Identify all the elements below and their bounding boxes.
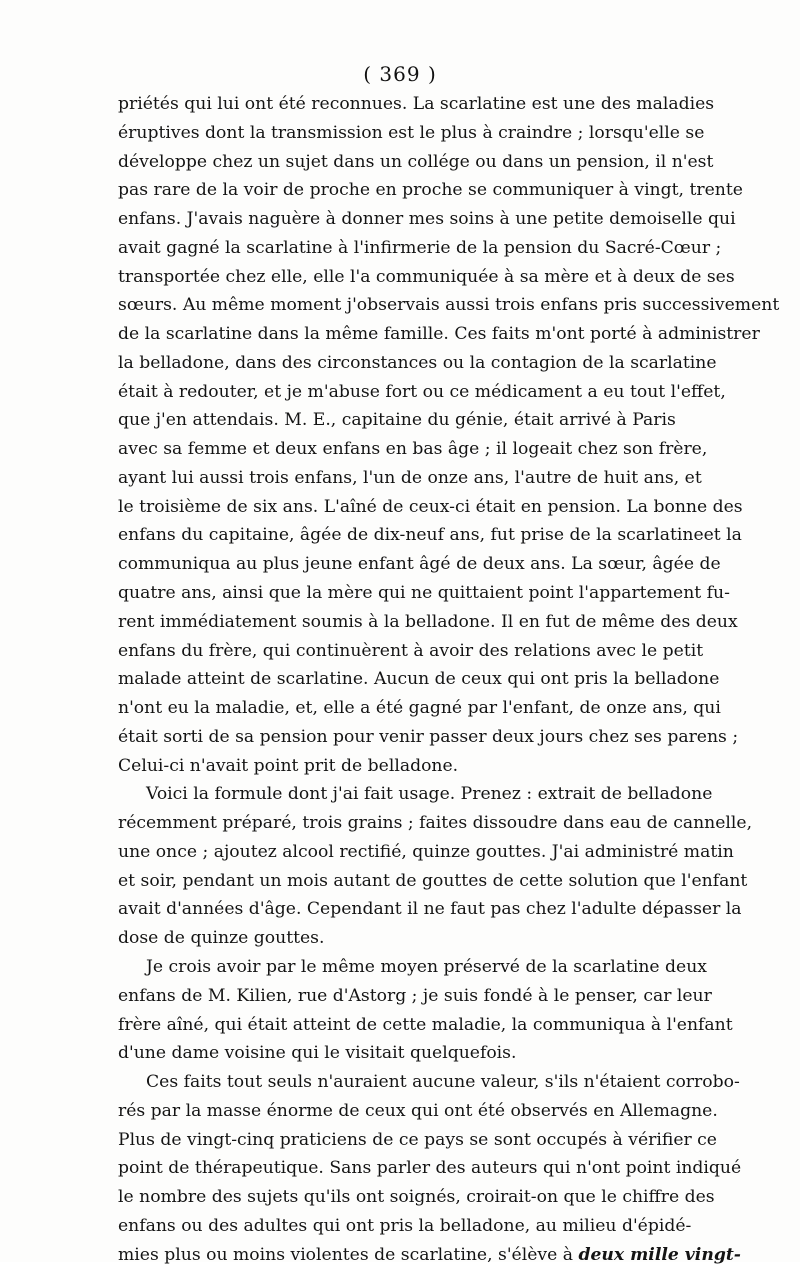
text-line bbox=[118, 234, 722, 263]
text-line bbox=[118, 1212, 692, 1241]
text-line bbox=[118, 521, 742, 550]
text-line-content: le troisième de six ans. L'aîné de ceux-ci était en pension. La bonne des bbox=[118, 496, 743, 517]
text-line-content: priétés qui lui ont été reconnues. La scarlatine est une des maladies bbox=[118, 94, 715, 114]
text-line-content: le nombre des sujets qu'ils ont soignés, croirait-on que le chiffre des bbox=[118, 1187, 715, 1208]
text-line bbox=[118, 435, 708, 464]
text-line-content: pas rare de la voir de proche en proche se communiquer à vingt, trente bbox=[118, 180, 743, 201]
text-line-content: Plus de vingt-cinq praticiens de ce pays se sont occupés à vérifier ce bbox=[118, 1129, 717, 1150]
text-line-content: était à redouter, et je m'abuse fort ou ce médicament a eu tout l'effet, bbox=[118, 381, 726, 402]
text-line-content: avec sa femme et deux enfans en bas âge ; il logeait chez son frère, bbox=[118, 439, 708, 460]
text-line bbox=[118, 1126, 717, 1155]
text-line-content: avait gagné la scarlatine à l'infirmerie de la pension du Sacré-Cœur ; bbox=[118, 237, 722, 258]
text-line-content: quatre ans, ainsi que la mère qui ne quittaient point l'appartement fu- bbox=[118, 583, 730, 604]
text-line-content: récemment préparé, trois grains ; faites dissoudre dans eau de cannelle, bbox=[118, 813, 753, 834]
text-line-content: point de thérapeutique. Sans parler des auteurs qui n'ont point indiqué bbox=[118, 1158, 742, 1179]
text-line bbox=[118, 1183, 715, 1212]
text-line bbox=[118, 176, 743, 205]
text-line-content: enfans de M. Kilien, rue d'Astorg ; je suis fondé à le penser, car leur bbox=[118, 985, 712, 1006]
text-line bbox=[118, 1241, 741, 1269]
text-line bbox=[118, 90, 715, 119]
text-line-content: enfans du capitaine, âgée de dix-neuf ans, fut prise de la scarlatineet la bbox=[118, 525, 742, 546]
text-line-content: sœurs. Au même moment j'observais aussi trois enfans pris successivement bbox=[118, 295, 780, 316]
text-line bbox=[118, 780, 713, 809]
text-line-content: la belladone, dans des circonstances ou la contagion de la scarlatine bbox=[118, 352, 717, 373]
text-line-content: mies plus ou moins violentes de scarlatine, s'élève à bbox=[118, 1244, 579, 1265]
text-line-content: Voici la formule dont j'ai fait usage. Prenez : extrait de belladone bbox=[146, 784, 713, 805]
text-line bbox=[118, 752, 674, 781]
body-text bbox=[118, 90, 780, 1269]
text-line bbox=[118, 1011, 733, 1040]
text-line bbox=[118, 1039, 674, 1068]
text-line bbox=[118, 493, 743, 522]
text-line-content: dose de quinze gouttes. bbox=[118, 928, 325, 949]
emphasized-text: deux mille vingt- bbox=[578, 1244, 741, 1265]
text-line-content: rés par la masse énorme de ceux qui ont été observés en Allemagne. bbox=[118, 1100, 718, 1121]
text-line bbox=[118, 378, 726, 407]
text-line bbox=[118, 924, 674, 953]
text-line-content: que j'en attendais. M. E., capitaine du génie, était arrivé à Paris bbox=[118, 410, 676, 431]
text-line bbox=[118, 809, 753, 838]
text-line-content: malade atteint de scarlatine. Aucun de ceux qui ont pris la belladone bbox=[118, 669, 720, 690]
text-line bbox=[118, 119, 705, 148]
text-line-content: d'une dame voisine qui le visitait quelquefois. bbox=[118, 1043, 517, 1064]
text-line bbox=[118, 867, 748, 896]
text-line-content: enfans. J'avais naguère à donner mes soins à une petite demoiselle qui bbox=[118, 209, 736, 230]
text-line bbox=[118, 694, 721, 723]
text-line-content: Ces faits tout seuls n'auraient aucune valeur, s'ils n'étaient corrobo- bbox=[146, 1072, 740, 1093]
text-line bbox=[118, 838, 734, 867]
text-line-content: transportée chez elle, elle l'a communiquée à sa mère et à deux de ses bbox=[118, 266, 735, 287]
text-line-content: Celui-ci n'avait point prit de belladone. bbox=[118, 755, 459, 776]
text-line bbox=[118, 982, 712, 1011]
text-line bbox=[118, 464, 702, 493]
text-line bbox=[118, 895, 742, 924]
text-line bbox=[118, 608, 738, 637]
text-line-content: Je crois avoir par le même moyen préservé de la scarlatine deux bbox=[146, 956, 707, 977]
text-line bbox=[118, 579, 730, 608]
text-line-content: ayant lui aussi trois enfans, l'un de onze ans, l'autre de huit ans, et bbox=[118, 467, 702, 488]
text-line bbox=[118, 205, 736, 234]
text-line-content: avait d'années d'âge. Cependant il ne faut pas chez l'adulte dépasser la bbox=[118, 899, 742, 920]
text-line bbox=[118, 320, 760, 349]
text-line-content: était sorti de sa pension pour venir passer deux jours chez ses parens ; bbox=[118, 726, 739, 747]
text-line bbox=[118, 406, 674, 435]
text-line bbox=[118, 263, 735, 292]
text-line bbox=[118, 723, 739, 752]
text-line-content: communiqua au plus jeune enfant âgé de deux ans. La sœur, âgée de bbox=[118, 554, 721, 575]
text-line bbox=[118, 550, 721, 579]
text-line-content: enfans du frère, qui continuèrent à avoir des relations avec le petit bbox=[118, 640, 704, 661]
text-line bbox=[118, 953, 707, 982]
text-line-content: rent immédiatement soumis à la belladone. Il en fut de même des deux bbox=[118, 611, 738, 632]
text-line bbox=[118, 665, 720, 694]
text-line-content: développe chez un sujet dans un collége ou dans un pension, il n'est bbox=[118, 151, 714, 172]
text-line bbox=[118, 148, 714, 177]
text-line bbox=[118, 637, 704, 666]
text-line bbox=[118, 1154, 742, 1183]
text-line-content: n'ont eu la maladie, et, elle a été gagné par l'enfant, de onze ans, qui bbox=[118, 698, 721, 719]
text-line-content: une once ; ajoutez alcool rectifié, quinze gouttes. J'ai administré matin bbox=[118, 841, 734, 862]
text-line-content: et soir, pendant un mois autant de gouttes de cette solution que l'enfant bbox=[118, 870, 748, 891]
text-line-content: frère aîné, qui était atteint de cette maladie, la communiqua à l'enfant bbox=[118, 1014, 733, 1035]
text-line-content: de la scarlatine dans la même famille. Ces faits m'ont porté à administrer bbox=[118, 324, 760, 345]
text-line bbox=[118, 349, 717, 378]
text-line bbox=[118, 1068, 740, 1097]
page-number: ( 369 ) bbox=[363, 62, 437, 86]
text-line bbox=[118, 1097, 718, 1126]
text-line bbox=[118, 291, 780, 320]
text-line-content: enfans ou des adultes qui ont pris la belladone, au milieu d'épidé- bbox=[118, 1215, 692, 1236]
text-line-content: éruptives dont la transmission est le plus à craindre ; lorsqu'elle se bbox=[118, 122, 705, 143]
